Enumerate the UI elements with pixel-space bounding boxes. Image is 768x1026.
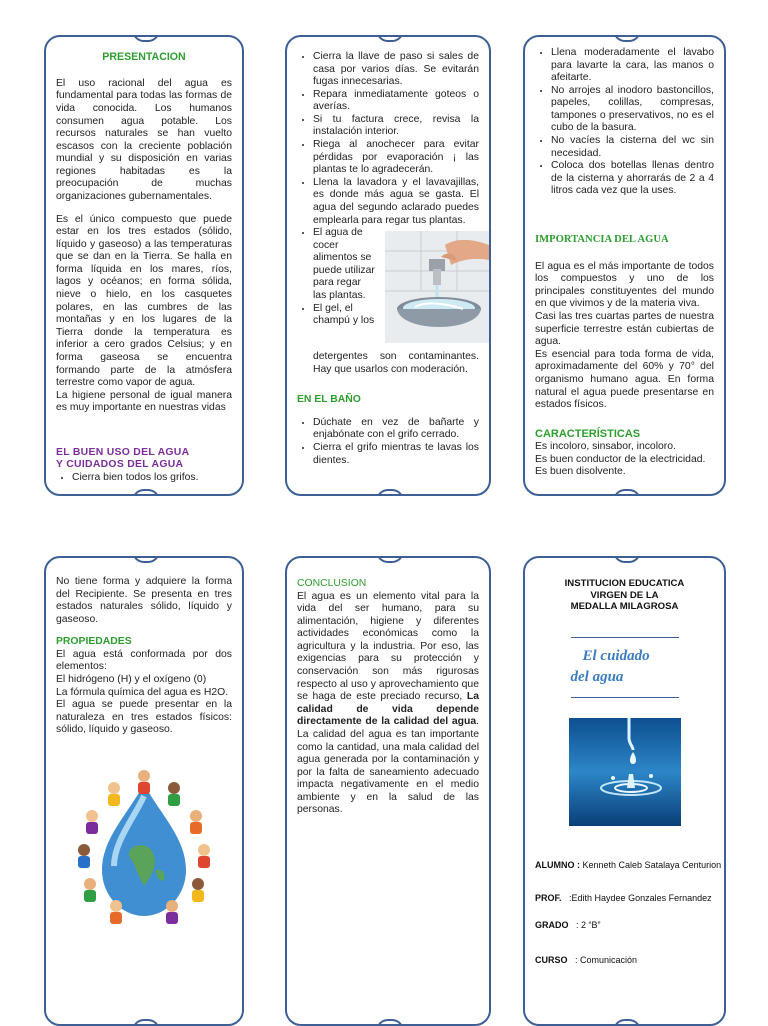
conclusion-heading: CONCLUSION	[297, 578, 367, 589]
grado-label: GRADO	[535, 919, 569, 930]
panel-consejos	[285, 35, 491, 496]
propiedades-line-2: La fórmula química del agua es H2O.	[56, 686, 229, 698]
list-item: • No arrojes al inodoro bastoncillos, papeles, colillas, compresas, tampones o preservativos, no es el cubo de la basura.	[551, 85, 714, 135]
grado-field	[535, 920, 714, 931]
panel-presentacion	[44, 35, 244, 496]
importancia-para-3: Es esencial para toda forma de vida, aproximadamente del 60% y 70° del organismo humano agua. En forma natural el agua puede presentarse en estados físicos.	[535, 348, 714, 411]
bano-list	[297, 417, 479, 467]
grado-value: : 2 “B”	[576, 919, 601, 930]
list-item: • Llena moderadamente el lavabo para lavarte la cara, las manos o afeitarte.	[551, 47, 714, 85]
list-item: • El agua de cocer alimentos se puede utilizar para regar las plantas.	[313, 227, 375, 302]
propiedades-para-1: El agua está conformada por dos elementos:	[56, 648, 232, 673]
propiedades-para-2: El agua se puede presentar en la naturaleza en tres estados físicos: sólido, líquido y gaseoso.	[56, 699, 232, 736]
panel-importancia	[523, 35, 726, 496]
buen-uso-heading-line1: EL BUEN USO DEL AGUA	[56, 446, 190, 458]
cover-title-line-1: El cuidado	[582, 647, 650, 664]
consejos-list-2	[535, 47, 714, 198]
list-item: • No vacíes la cisterna del wc sin necesidad.	[551, 135, 714, 160]
conclusion-text-a: El agua es un elemento vital para la vida del ser humano, para su alimentación, higiene y diferentes actividades económicas como la agricultura y la industria. Por eso, las exigencias para su protección y conservación son más rigurosas respecto al uso y aprovechamiento que se haga de este preciado recurso,	[297, 590, 479, 703]
curso-field	[535, 955, 714, 966]
institucion-line-1: INSTITUCION EDUCATICA	[564, 578, 685, 589]
children-around-water-drop-image	[74, 766, 214, 926]
prof-label: PROF.	[535, 892, 562, 903]
curso-value: : Comunicación	[575, 954, 638, 965]
list-item: • Cierra el grifo mientras te lavas los dientes.	[313, 442, 479, 467]
propiedades-line-1: El hidrógeno (H) y el oxígeno (0)	[56, 674, 207, 686]
alumno-value: Kenneth Caleb Satalaya Centurion	[582, 860, 722, 870]
panel-portada	[523, 556, 726, 1026]
caracteristicas-heading: CARACTERÍSTICAS	[535, 427, 641, 440]
cover-title	[571, 637, 679, 699]
prof-field	[535, 893, 714, 904]
panel-conclusion	[285, 556, 491, 1026]
presentacion-heading: PRESENTACION	[102, 51, 186, 63]
list-item: • Llena la lavadora y el lavavajillas, es donde más agua se gasta. El agua del segundo aclarado puedes emplearla para regar tus plantas.	[313, 177, 479, 227]
detergentes-text: detergentes son contaminantes. Hay que usarlos con moderación.	[313, 351, 479, 375]
caracteristicas-line: Es buen disolvente.	[535, 466, 626, 478]
caracteristicas-line: Es buen conductor de la electricidad.	[535, 453, 706, 465]
buen-uso-list	[56, 472, 232, 485]
list-item: • Cierra la llave de paso si sales de casa por varios días. Se evitarán fugas innecesarias.	[313, 51, 479, 89]
consejos-list	[297, 51, 479, 227]
faucet-basin-image	[385, 231, 491, 343]
propiedades-heading: PROPIEDADES	[56, 636, 132, 648]
water-drop-splash-image	[569, 718, 681, 826]
importancia-heading: IMPORTANCIA DEL AGUA	[535, 233, 669, 245]
caracteristicas-line: Es incoloro, sinsabor, incoloro.	[535, 440, 676, 452]
panel-propiedades	[44, 556, 244, 1026]
conclusion-text-b: . La calidad del agua es tan importante como la cantidad, una mala calidad del agua generada por la contaminación y por la falta de saneamiento adecuado impacta negativamente en el medio ambiente y en la salud de las personas.	[297, 716, 479, 816]
list-item: • Cierra bien todos los grifos.	[72, 472, 232, 485]
presentacion-para-1: El uso racional del agua es fundamental para todas las formas de vida conocida. Los humanos consumen agua potable. Los recursos naturales se han vuelto escasos con la creciente población mundial y su disposición en varias regiones habitadas es la preocupación de muchas organizaciones gubernamentales.	[56, 77, 232, 203]
presentacion-para-2: Es el único compuesto que puede estar en los tres estados (sólido, líquido y gaseoso) a las temperaturas que se dan en la Tierra. Se halla en forma líquida en los mares, ríos, lagos y océanos; en forma sólida, nieve o hielo, en los casquetes polares, en las cumbres de las montañas y en los lugares de la Tierra donde la temperatura es inferior a cero grados Celsius; y en forma gaseosa se encuentra formando parte de la atmósfera terrestre como vapor de agua.	[56, 213, 232, 389]
institucion-line-3: MEDALLA MILAGROSA	[570, 601, 679, 612]
bano-heading: EN EL BAÑO	[297, 394, 361, 406]
alumno-field	[535, 860, 722, 871]
forma-para: No tiene forma y adquiere la forma del Recipiente. Se presenta en tres estados naturales sólido, líquido y gaseoso.	[56, 576, 232, 625]
institucion-line-2: VIRGEN DE LA	[590, 589, 659, 601]
buen-uso-heading-line2: Y CUIDADOS DEL AGUA	[56, 459, 184, 471]
prof-value: :Edith Haydee Gonzales Fernandez	[569, 892, 712, 903]
list-item: • El gel, el champú y los	[313, 303, 375, 328]
list-item: • Dúchate en vez de bañarte y enjabónate con el grifo cerrado.	[313, 417, 479, 442]
list-item: • Repara inmediatamente goteos o averías.	[313, 89, 479, 114]
list-item: • Si tu factura crece, revisa la instalación interior.	[313, 114, 479, 139]
conclusion-text	[297, 591, 479, 817]
consejos-list-short	[297, 227, 375, 328]
alumno-label: ALUMNO :	[535, 860, 580, 870]
presentacion-para-3: La higiene personal de igual manera es muy importante en nuestras vidas	[56, 389, 232, 414]
list-item: • Riega al anochecer para evitar pérdidas por evaporación ¡ las plantas te lo agradecerán.	[313, 139, 479, 177]
curso-label: CURSO	[535, 954, 568, 965]
importancia-para-1: El agua es el más importante de todos los compuestos y uno de los principales constituyentes del mundo en que vivimos y de la materia viva.	[535, 260, 714, 310]
importancia-para-2: Casi las tres cuartas partes de nuestra superficie terrestre están cubiertas de agua.	[535, 311, 714, 348]
cover-title-line-2: del agua	[570, 669, 624, 686]
list-item: • Coloca dos botellas llenas dentro de la cisterna y ahorrarás de 2 a 4 litros cada vez que la uses.	[551, 160, 714, 198]
conclusion-text-bold: La calidad de vida depende directamente de la calidad del agua	[297, 691, 479, 728]
